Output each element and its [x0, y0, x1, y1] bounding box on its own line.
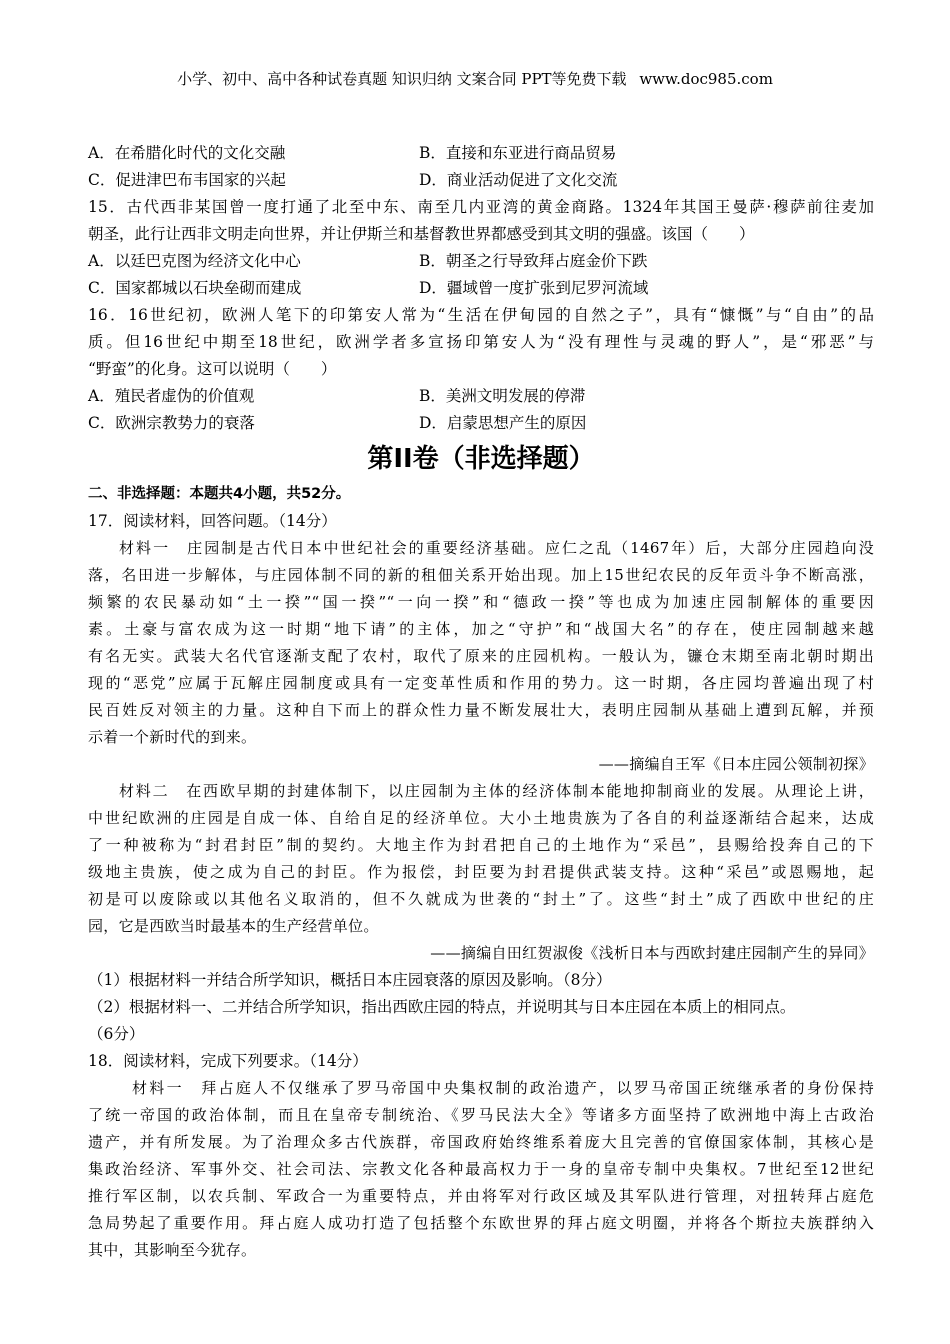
q17-subquestion-2: （2）根据材料一、二并结合所学知识，指出西欧庄园的特点，并说明其与日本庄园在本质上的相同点。 [88, 998, 796, 1016]
q14-options-row [88, 140, 874, 167]
page-header [0, 68, 950, 89]
section-subtitle: 二、非选择题：本题共4小题，共52分。 [88, 486, 351, 502]
material-line: 材料一 庄园制是古代日本中世纪社会的重要经济基础。应仁之乱（1467年）后，大部分庄园趋向没 [119, 539, 874, 557]
material-line: 急局势起了重要作用。拜占庭人成功打造了包括整个东欧世界的拜占庭文明圈，并将各个斯拉夫族群纳入 [88, 1214, 874, 1232]
material-source: ——摘编自王军《日本庄园公领制初探》 [598, 755, 874, 773]
q16-stem: 质。但16世纪中期至18世纪，欧洲学者多宣扬印第安人为“没有理性与灵魂的野人”，是“邪恶”与 [88, 333, 874, 351]
q14-option-d: D．商业活动促进了文化交流 [419, 171, 618, 189]
q15-stem: 朝圣，此行让西非文明走向世界，并让伊斯兰和基督教世界都感受到其文明的强盛。该国（ ） [88, 225, 755, 243]
q14-option-b: B．直接和东亚进行商品贸易 [419, 144, 617, 162]
q16-option-c: C．欧洲宗教势力的衰落 [88, 414, 255, 432]
q14-option-a: A．在希腊化时代的文化交融 [88, 144, 286, 162]
material-line: 材料二 在西欧早期的封建体制下，以庄园制为主体的经济体制本能地抑制商业的发展。从理论上讲， [119, 782, 874, 800]
q14-option-c: C．促进津巴布韦国家的兴起 [88, 171, 286, 189]
q17-subquestion-2-score: （6分） [88, 1025, 145, 1043]
q17-material-1 [88, 535, 874, 967]
section-title: 第II卷（非选择题） [367, 444, 595, 474]
q15-options-row [88, 248, 874, 275]
material-source: ——摘编自田红贺淑俊《浅析日本与西欧封建庄园制产生的异同》 [430, 944, 874, 962]
q17-stem: 17．阅读材料，回答问题。（14分） [88, 512, 337, 530]
header-site-link[interactable]: www.doc985.com [639, 70, 773, 88]
material-line: 现的“恶党”应属于瓦解庄园制度或具有一定变革性质和作用的势力。这一时期，各庄园均普遍出现了村 [88, 674, 874, 692]
material-line: 集政治经济、军事外交、社会司法、宗教文化各种最高权力于一身的皇帝专制中央集权。7世纪至12世纪 [88, 1160, 874, 1178]
material-line: 有名无实。武装大名代官逐渐支配了农村，取代了原来的庄园机构。一般认为，镰仓末期至南北朝时期出 [88, 647, 874, 665]
material-line: 遗产，并有所发展。为了治理众多古代族群，帝国政府始终维系着庞大且完善的官僚国家体制，其核心是 [88, 1133, 874, 1151]
q18-stem: 18．阅读材料，完成下列要求。（14分） [88, 1052, 368, 1070]
material-line: 民百姓反对领主的力量。这种自下而上的群众性力量不断发展壮大，表明庄园制从基础上遭到瓦解，并预 [88, 701, 874, 719]
q16-option-d: D．启蒙思想产生的原因 [419, 414, 587, 432]
q15-option-c: C．国家都城以石块垒砌而建成 [88, 279, 302, 297]
q15-option-d: D．疆域曾一度扩张到尼罗河流域 [419, 279, 649, 297]
q15-options-row [88, 275, 874, 302]
material-line: 园，它是西欧当时最基本的生产经营单位。 [88, 917, 379, 935]
header-text: 小学、初中、高中各种试卷真题 知识归纳 文案合同 PPT等免费下载 [177, 70, 627, 88]
q16-option-a: A．殖民者虚伪的价值观 [88, 387, 255, 405]
material-line: 推行军区制，以农兵制、军政合一为重要特点，并由将军对行政区域及其军队进行管理，对扭转拜占庭危 [88, 1187, 874, 1205]
material-line: 素。土豪与富农成为这一时期“地下请”的主体，加之“守护”和“战国大名”的存在，使庄园制越来越 [88, 620, 874, 638]
exam-body [88, 140, 874, 1264]
material-line: 了一种被称为“封君封臣”制的契约。大地主作为封君把自己的土地作为“采邑”，县赐给投奔自己的下 [88, 836, 874, 854]
material-line: 其中，其影响至今犹存。 [88, 1241, 257, 1259]
q16-options-row [88, 410, 874, 437]
q17-subquestion-1: （1）根据材料一并结合所学知识，概括日本庄园衰落的原因及影响。（8分） [88, 971, 612, 989]
material-line: 示着一个新时代的到来。 [88, 728, 257, 746]
q15-option-a: A．以廷巴克图为经济文化中心 [88, 252, 301, 270]
q15-option-b: B．朝圣之行导致拜占庭金价下跌 [419, 252, 648, 270]
q14-options-row [88, 167, 874, 194]
material-line: 了统一帝国的政治体制，而且在皇帝专制统治、《罗马民法大全》等诸多方面坚持了欧洲地中海上古政治 [88, 1106, 874, 1124]
material-line: 材料一 拜占庭人不仅继承了罗马帝国中央集权制的政治遗产，以罗马帝国正统继承者的身份保持 [132, 1079, 874, 1097]
material-line: 落，名田进一步解体，与庄园体制不同的新的租佃关系开始出现。加上15世纪农民的反年贡斗争不断高涨， [88, 566, 874, 584]
q16-options-row [88, 383, 874, 410]
q16-option-b: B．美洲文明发展的停滞 [419, 387, 586, 405]
material-line: 频繁的农民暴动如“土一揆”“国一揆”“一向一揆”和“德政一揆”等也成为加速庄园制解体的重要因 [88, 593, 874, 611]
material-line: 初是可以废除或以其他名义取消的，但不久就成为世袭的“封土”了。这些“封土”成了西欧中世纪的庄 [88, 890, 874, 908]
q15-stem: 15．古代西非某国曾一度打通了北至中东、南至几内亚湾的黄金商路。1324年其国王曼萨·穆萨前往麦加 [88, 198, 874, 216]
q16-stem: “野蛮”的化身。这可以说明（ ） [88, 360, 337, 378]
q16-stem: 16．16世纪初，欧洲人笔下的印第安人常为“生活在伊甸园的自然之子”，具有“慷慨”与“自由”的品 [88, 306, 874, 324]
q18-material-1 [88, 1075, 874, 1264]
material-line: 中世纪欧洲的庄园是自成一体、自给自足的经济单位。大小土地贵族为了各自的利益逐渐结合起来，达成 [88, 809, 874, 827]
material-line: 级地主贵族，使之成为自己的封臣。作为报偿，封臣要为封君提供武装支持。这种“采邑”或恩赐地，起 [88, 863, 874, 881]
